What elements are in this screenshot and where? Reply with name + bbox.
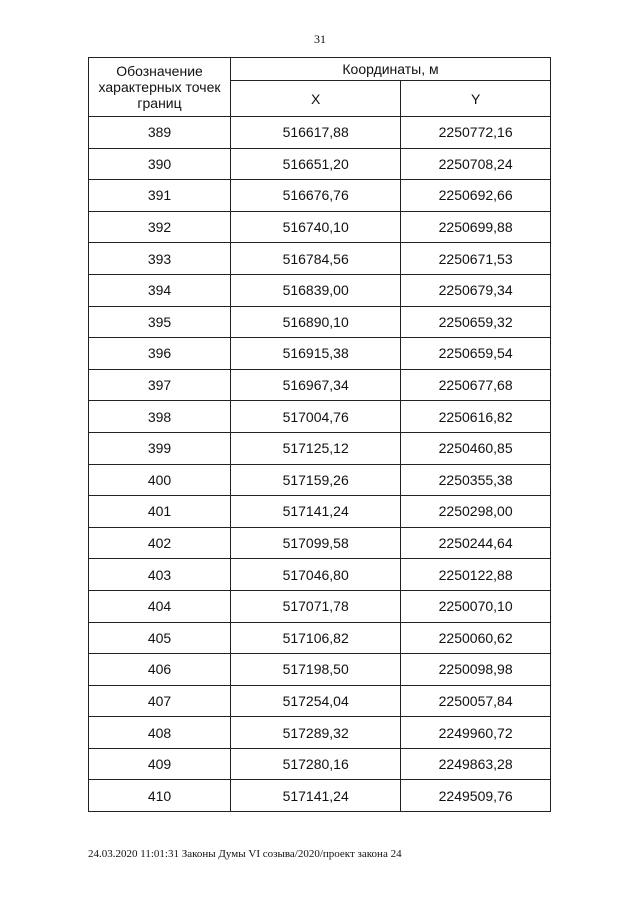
y-cell: 2250355,38 bbox=[401, 464, 551, 496]
point-cell: 393 bbox=[89, 243, 231, 275]
y-cell: 2250659,54 bbox=[401, 338, 551, 370]
point-cell: 394 bbox=[89, 274, 231, 306]
y-cell: 2250298,00 bbox=[401, 496, 551, 528]
y-cell: 2249509,76 bbox=[401, 780, 551, 812]
table-row bbox=[89, 559, 551, 591]
x-cell: 516740,10 bbox=[231, 211, 401, 243]
table-row bbox=[89, 338, 551, 370]
point-cell: 408 bbox=[89, 717, 231, 749]
x-cell: 516617,88 bbox=[231, 117, 401, 149]
table-row bbox=[89, 527, 551, 559]
table-row bbox=[89, 148, 551, 180]
point-cell: 391 bbox=[89, 180, 231, 212]
x-cell: 517141,24 bbox=[231, 780, 401, 812]
y-cell: 2249863,28 bbox=[401, 748, 551, 780]
table-row bbox=[89, 780, 551, 812]
header-designation: Обозначение характерных точек границ bbox=[89, 58, 231, 117]
header-coordinates: Координаты, м bbox=[231, 58, 551, 81]
point-cell: 395 bbox=[89, 306, 231, 338]
y-cell: 2250616,82 bbox=[401, 401, 551, 433]
footer-stamp: 24.03.2020 11:01:31 Законы Думы VI созыва/2020/проект закона 24 bbox=[88, 848, 402, 860]
point-cell: 410 bbox=[89, 780, 231, 812]
point-cell: 407 bbox=[89, 685, 231, 717]
point-cell: 389 bbox=[89, 117, 231, 149]
table-row bbox=[89, 274, 551, 306]
x-cell: 517071,78 bbox=[231, 590, 401, 622]
x-cell: 516784,56 bbox=[231, 243, 401, 275]
x-cell: 517141,24 bbox=[231, 496, 401, 528]
point-cell: 397 bbox=[89, 369, 231, 401]
table-row bbox=[89, 717, 551, 749]
coordinates-table bbox=[88, 57, 551, 812]
table-row bbox=[89, 117, 551, 149]
page-number: 31 bbox=[314, 32, 326, 46]
y-cell: 2250699,88 bbox=[401, 211, 551, 243]
y-cell: 2250677,68 bbox=[401, 369, 551, 401]
header-x: X bbox=[231, 81, 401, 117]
table-row bbox=[89, 211, 551, 243]
y-cell: 2250692,66 bbox=[401, 180, 551, 212]
table-row bbox=[89, 685, 551, 717]
table-row bbox=[89, 464, 551, 496]
x-cell: 516915,38 bbox=[231, 338, 401, 370]
x-cell: 517254,04 bbox=[231, 685, 401, 717]
point-cell: 390 bbox=[89, 148, 231, 180]
x-cell: 516676,76 bbox=[231, 180, 401, 212]
point-cell: 398 bbox=[89, 401, 231, 433]
x-cell: 517125,12 bbox=[231, 432, 401, 464]
y-cell: 2250098,98 bbox=[401, 654, 551, 686]
point-cell: 409 bbox=[89, 748, 231, 780]
table-row bbox=[89, 590, 551, 622]
table-row bbox=[89, 243, 551, 275]
y-cell: 2250679,34 bbox=[401, 274, 551, 306]
table-row bbox=[89, 306, 551, 338]
x-cell: 516651,20 bbox=[231, 148, 401, 180]
y-cell: 2250659,32 bbox=[401, 306, 551, 338]
point-cell: 403 bbox=[89, 559, 231, 591]
point-cell: 406 bbox=[89, 654, 231, 686]
x-cell: 517046,80 bbox=[231, 559, 401, 591]
point-cell: 405 bbox=[89, 622, 231, 654]
y-cell: 2250244,64 bbox=[401, 527, 551, 559]
x-cell: 517159,26 bbox=[231, 464, 401, 496]
table-row bbox=[89, 496, 551, 528]
table-row bbox=[89, 432, 551, 464]
x-cell: 516890,10 bbox=[231, 306, 401, 338]
x-cell: 516839,00 bbox=[231, 274, 401, 306]
x-cell: 517099,58 bbox=[231, 527, 401, 559]
table-row bbox=[89, 654, 551, 686]
x-cell: 517004,76 bbox=[231, 401, 401, 433]
x-cell: 516967,34 bbox=[231, 369, 401, 401]
y-cell: 2250057,84 bbox=[401, 685, 551, 717]
point-cell: 400 bbox=[89, 464, 231, 496]
table-row bbox=[89, 622, 551, 654]
y-cell: 2250460,85 bbox=[401, 432, 551, 464]
x-cell: 517198,50 bbox=[231, 654, 401, 686]
point-cell: 399 bbox=[89, 432, 231, 464]
x-cell: 517106,82 bbox=[231, 622, 401, 654]
header-y: Y bbox=[401, 81, 551, 117]
y-cell: 2250122,88 bbox=[401, 559, 551, 591]
y-cell: 2250708,24 bbox=[401, 148, 551, 180]
table-row bbox=[89, 401, 551, 433]
x-cell: 517280,16 bbox=[231, 748, 401, 780]
y-cell: 2250671,53 bbox=[401, 243, 551, 275]
point-cell: 402 bbox=[89, 527, 231, 559]
table-row bbox=[89, 369, 551, 401]
y-cell: 2249960,72 bbox=[401, 717, 551, 749]
table-row bbox=[89, 748, 551, 780]
point-cell: 396 bbox=[89, 338, 231, 370]
point-cell: 404 bbox=[89, 590, 231, 622]
table-row bbox=[89, 180, 551, 212]
table-body bbox=[89, 117, 551, 812]
point-cell: 401 bbox=[89, 496, 231, 528]
x-cell: 517289,32 bbox=[231, 717, 401, 749]
y-cell: 2250060,62 bbox=[401, 622, 551, 654]
y-cell: 2250772,16 bbox=[401, 117, 551, 149]
point-cell: 392 bbox=[89, 211, 231, 243]
y-cell: 2250070,10 bbox=[401, 590, 551, 622]
